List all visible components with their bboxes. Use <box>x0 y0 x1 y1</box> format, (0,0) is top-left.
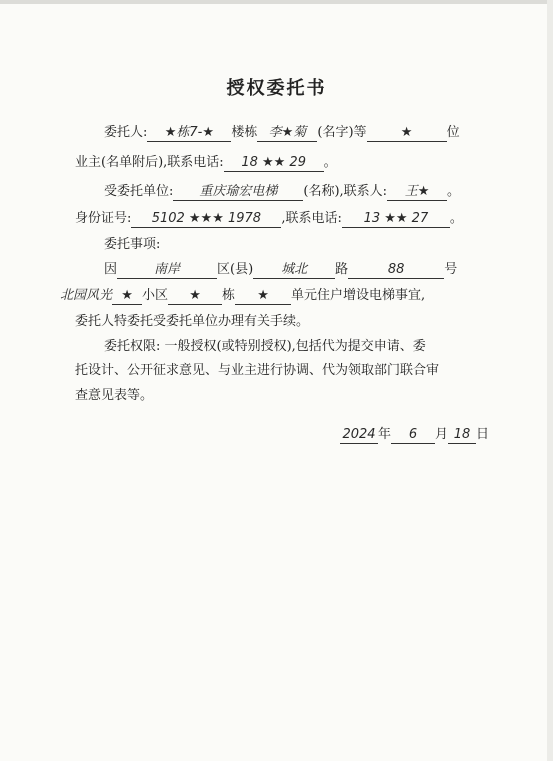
scan-edge-top <box>0 0 553 4</box>
name-suffix-label: (名字)等 <box>317 125 367 140</box>
row-estate <box>60 287 425 305</box>
id-number-label: 身份证号: <box>75 211 132 226</box>
authority-scope-line-2: 托设计、公开征求意见、与业主进行协调、代为领取部门联合审 <box>75 363 440 378</box>
owner-count-field: ★ <box>367 124 447 142</box>
elevator-matter-label: 单元住户增设电梯事宜, <box>291 288 426 303</box>
entrust-handling-text: 委托人特委托受委托单位办理有关手续。 <box>75 314 310 329</box>
signing-date <box>340 426 489 444</box>
row-owner-phone <box>75 154 337 172</box>
number-label: 号 <box>444 262 458 277</box>
owner-phone-label: 业主(名单附后),联系电话: <box>75 155 224 170</box>
district-label: 区(县) <box>217 262 254 277</box>
year-label: 年 <box>378 427 392 442</box>
unit-name-label: (名称),联系人: <box>303 184 388 199</box>
owner-phone-field: 18 ★★ 29 <box>224 154 324 172</box>
yin-label: 因 <box>104 262 118 277</box>
building-unit-label: 栋 <box>222 288 236 303</box>
day-field: 18 <box>448 426 476 444</box>
authority-scope-line-3: 查意见表等。 <box>75 388 154 403</box>
month-field: 6 <box>391 426 435 444</box>
house-number-field: 88 <box>348 261 444 279</box>
client-name-field: 李★菊 <box>257 124 317 142</box>
entrusted-matters-heading: 委托事项: <box>104 237 161 252</box>
document-title: 授权委托书 <box>226 78 327 99</box>
district-field: 南岸 <box>117 261 217 279</box>
year-field: 2024 <box>340 426 378 444</box>
entrusted-unit-label: 受委托单位: <box>104 184 174 199</box>
contact-phone-label: ,联系电话: <box>281 211 342 226</box>
estate-label: 小区 <box>142 288 169 303</box>
count-unit-label: 位 <box>446 125 460 140</box>
road-label: 路 <box>335 262 349 277</box>
id-number-field: 5102 ★★★ 1978 <box>131 210 281 228</box>
scan-edge-right <box>547 0 553 761</box>
day-label: 日 <box>476 427 490 442</box>
road-field: 城北 <box>253 261 335 279</box>
row-entrusted-unit <box>104 183 460 201</box>
row-id-phone <box>75 210 463 228</box>
row2-end: 。 <box>323 155 337 170</box>
estate-star-field: ★ <box>112 287 142 305</box>
client-building-field: ★栋7-★ <box>147 124 231 142</box>
row3-end: 。 <box>447 184 461 199</box>
month-label: 月 <box>435 427 449 442</box>
building-label: 楼栋 <box>231 125 258 140</box>
unit-number-field: ★ <box>235 287 291 305</box>
estate-name-field: 北园风光 <box>60 288 113 303</box>
row-client <box>104 124 460 142</box>
authority-scope-line-1: 委托权限: 一般授权(或特别授权),包括代为提交申请、委 <box>104 339 426 354</box>
contact-person-field: 王★ <box>387 183 447 201</box>
row-address <box>104 261 457 279</box>
building-number-field: ★ <box>168 287 222 305</box>
client-label: 委托人: <box>104 125 148 140</box>
row4-end: 。 <box>449 211 463 226</box>
entrusted-unit-field: 重庆瑜宏电梯 <box>173 183 303 201</box>
contact-phone-field: 13 ★★ 27 <box>342 210 450 228</box>
